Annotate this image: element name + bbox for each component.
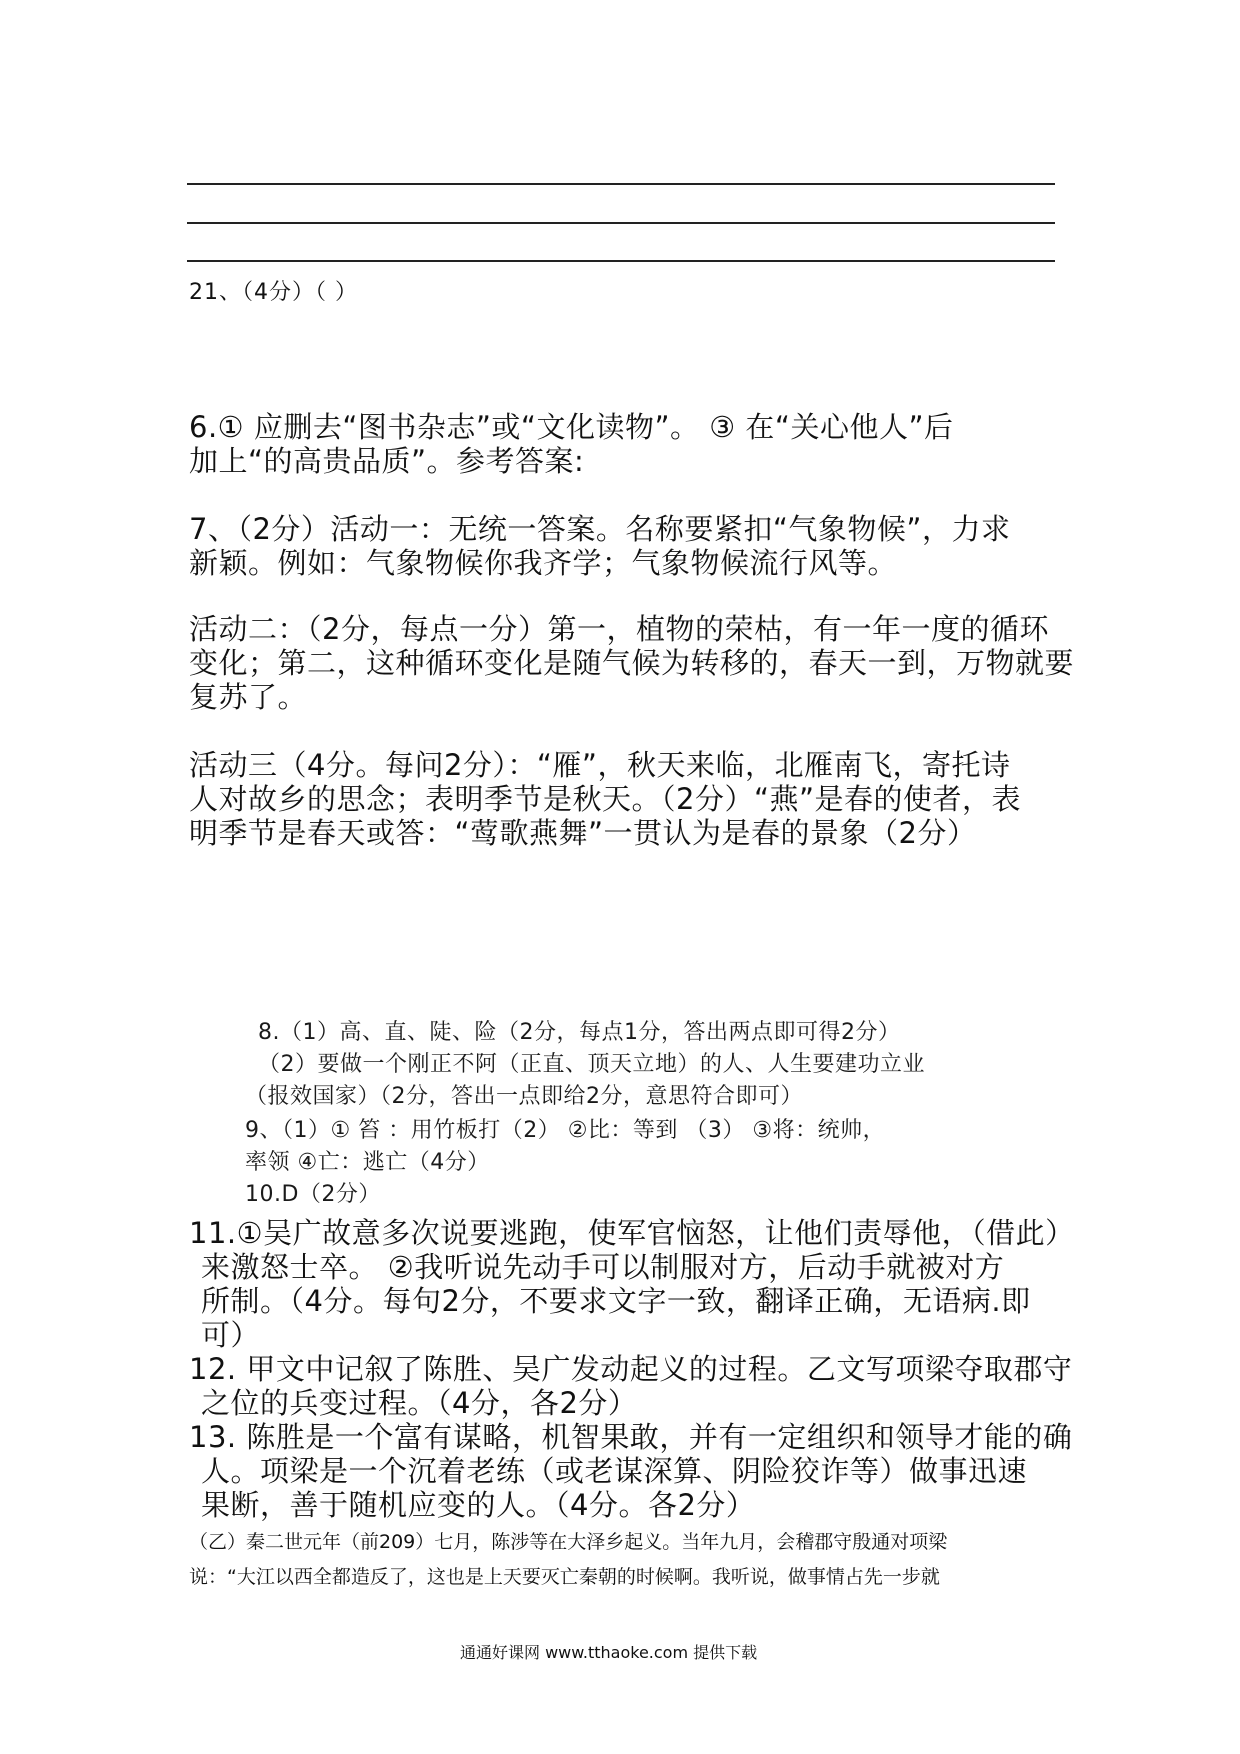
activity-3-line-1: 活动三（4分。每问2分）：“雁”，秋天来临，北雁南飞，寄托诗 [189, 748, 1011, 782]
answer-13-line-1: 13. 陈胜是一个富有谋略，机智果敢，并有一定组织和领导才能的确 [189, 1420, 1073, 1454]
answer-line [187, 260, 1055, 262]
answer-11-line-2: 来激怒士卒。 ②我听说先动手可以制服对方，后动手就被对方 [201, 1250, 1005, 1284]
translation-line-2: 说：“大江以西全都造反了，这也是上天要灭亡秦朝的时候啊。我听说，做事情占先一步就 [189, 1566, 940, 1588]
activity-2-line-2: 变化；第二，这种循环变化是随气候为转移的，春天一到，万物就要 [189, 646, 1075, 680]
answer-13-line-2: 人。项梁是一个沉着老练（或老谋深算、阴险狡诈等）做事迅速 [201, 1454, 1028, 1488]
answer-11-line-3: 所制。（4分。每句2分，不要求文字一致，翻译正确，无语病.即 [201, 1284, 1031, 1318]
answer-7-line-1: 7、（2分）活动一：无统一答案。名称要紧扣“气象物候”，力求 [189, 512, 1011, 546]
answer-line [187, 183, 1055, 185]
answer-13-line-3: 果断，善于随机应变的人。（4分。各2分） [201, 1488, 756, 1522]
answer-7-line-2: 新颖。例如：气象物候你我齐学；气象物候流行风等。 [189, 546, 898, 580]
question-21: 21、（4分）（ ） [189, 280, 358, 305]
answer-9-line-1: 9、（1）① 笞 ：用竹板打（2） ②比：等到 （3） ③将：统帅， [245, 1118, 886, 1143]
translation-line-1: （乙）秦二世元年（前209）七月，陈涉等在大泽乡起义。当年九月，会稽郡守殷通对项梁 [189, 1531, 948, 1553]
answer-6-line-2: 加上“的高贵品质”。参考答案: [189, 444, 585, 478]
answer-12-line-1: 12. 甲文中记叙了陈胜、吴广发动起义的过程。乙文写项梁夺取郡守 [189, 1352, 1073, 1386]
activity-2-line-3: 复苏了。 [189, 680, 308, 714]
activity-3-line-2: 人对故乡的思念；表明季节是秋天。（2分）“燕”是春的使者，表 [189, 782, 1021, 816]
answer-10: 10.D（2分） [245, 1182, 381, 1207]
answer-6-line-1: 6.① 应删去“图书杂志”或“文化读物”。 ③ 在“关心他人”后 [189, 410, 954, 444]
answer-11-line-1: 11.①吴广故意多次说要逃跑，使军官恼怒，让他们责辱他，（借此） [189, 1216, 1075, 1250]
answer-9-line-2: 率领 ④亡：逃亡（4分） [245, 1150, 490, 1175]
answer-8-line-2: （2）要做一个刚正不阿（正直、顶天立地）的人、人生要建功立业 [258, 1052, 925, 1077]
answer-line [187, 222, 1055, 224]
answer-8-line-1: 8.（1）高、直、陡、险（2分，每点1分，答出两点即可得2分） [258, 1020, 901, 1045]
answer-12-line-2: 之位的兵变过程。（4分，各2分） [201, 1386, 638, 1420]
answer-11-line-4: 可） [201, 1318, 261, 1352]
activity-2-line-1: 活动二：（2分，每点一分）第一，植物的荣枯，有一年一度的循环 [189, 612, 1049, 646]
activity-3-line-3: 明季节是春天或答：“莺歌燕舞”一贯认为是春的景象（2分） [189, 816, 977, 850]
answer-8-line-3: （报效国家）（2分，答出一点即给2分，意思符合即可） [245, 1084, 803, 1109]
footer-credit: 通通好课网 www.tthaoke.com 提供下载 [460, 1643, 758, 1662]
